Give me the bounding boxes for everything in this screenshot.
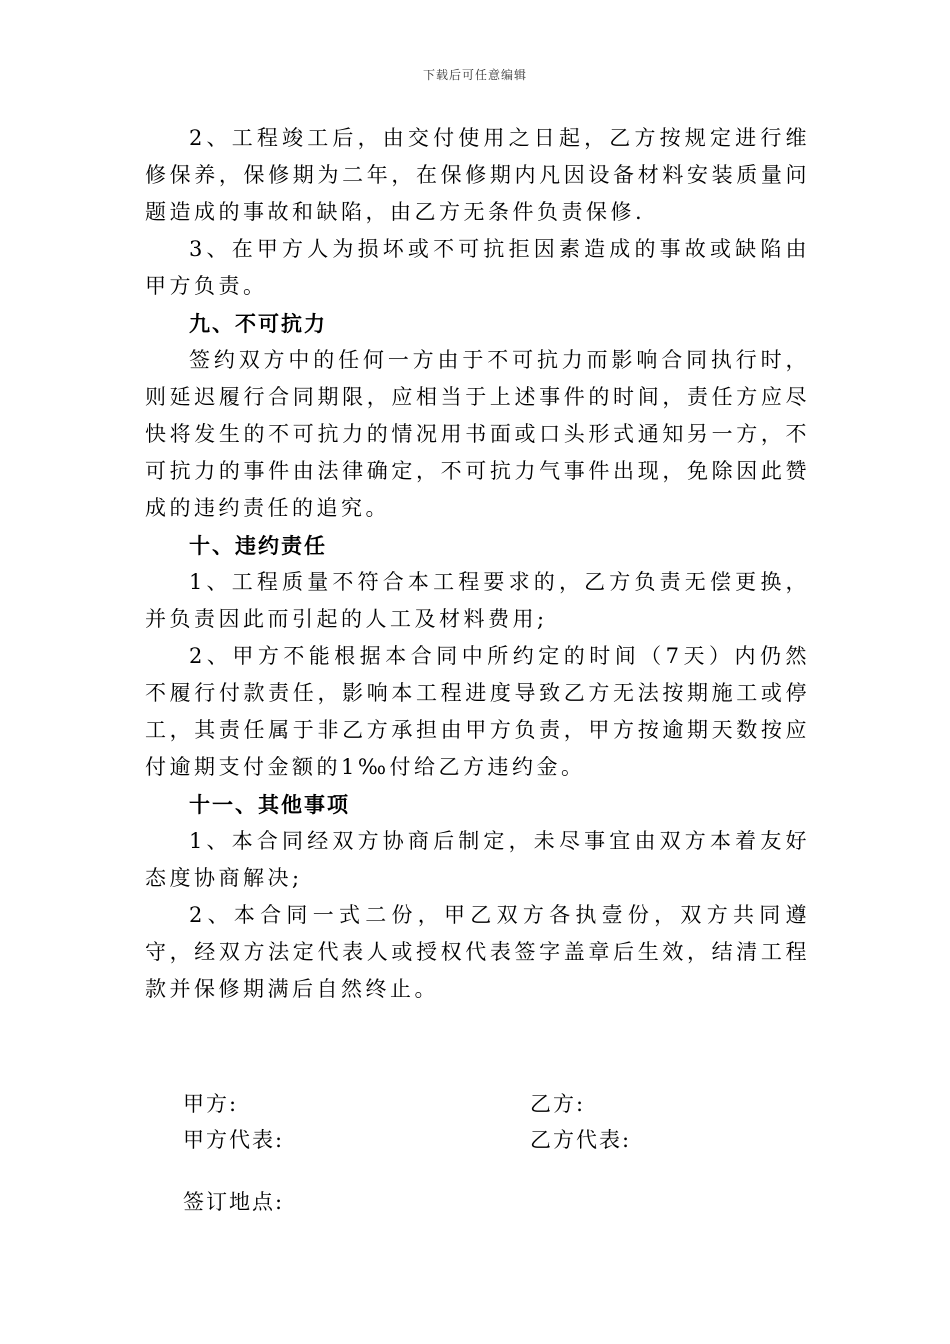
heading-force-majeure: 九、不可抗力 (189, 311, 327, 336)
contract-body (145, 120, 810, 1008)
clause-party-a-damage: 3、在甲方人为损坏或不可抗拒因素造成的事故或缺陷由甲方负责。 (145, 237, 810, 298)
signing-location-label: 签订地点: (183, 1190, 285, 1214)
clause-breach-payment: 2、甲方不能根据本合同中所约定的时间（7天）内仍然不履行付款责任，影响本工程进度导致乙方无法按期施工或停工，其责任属于非乙方承担由甲方负责，甲方按逾期天数按应付逾期支付金额的1‰付给乙方违约金。 (145, 644, 810, 779)
party-b-rep-label: 乙方代表: (530, 1128, 632, 1152)
clause-force-majeure: 签约双方中的任何一方由于不可抗力而影响合同执行时，则延迟履行合同期限，应相当于上述事件的时间，责任方应尽快将发生的不可抗力的情况用书面或口头形式通知另一方，不可抗力的事件由法律确定，不可抗力气事件出现，免除因此赞成的违约责任的追究。 (145, 348, 810, 520)
heading-other-matters: 十一、其他事项 (189, 792, 350, 817)
clause-warranty: 2、工程竣工后，由交付使用之日起，乙方按规定进行维修保养，保修期为二年，在保修期内凡因设备材料安装质量问题造成的事故和缺陷，由乙方无条件负责保修. (145, 126, 810, 224)
party-a-label: 甲方: (183, 1092, 239, 1116)
heading-breach: 十、违约责任 (189, 533, 327, 558)
clause-other-copies: 2、本合同一式二份，甲乙双方各执壹份，双方共同遵守，经双方法定代表人或授权代表签字盖章后生效，结清工程款并保修期满后自然终止。 (145, 903, 810, 1001)
party-b-label: 乙方: (530, 1092, 586, 1116)
page-header: 下载后可任意编辑 (422, 68, 527, 82)
clause-breach-quality: 1、工程质量不符合本工程要求的，乙方负责无偿更换，并负责因此而引起的人工及材料费用; (145, 570, 810, 631)
clause-other-negotiation: 1、本合同经双方协商后制定，未尽事宜由双方本着友好态度协商解决; (145, 829, 810, 890)
party-a-rep-label: 甲方代表: (183, 1128, 285, 1152)
